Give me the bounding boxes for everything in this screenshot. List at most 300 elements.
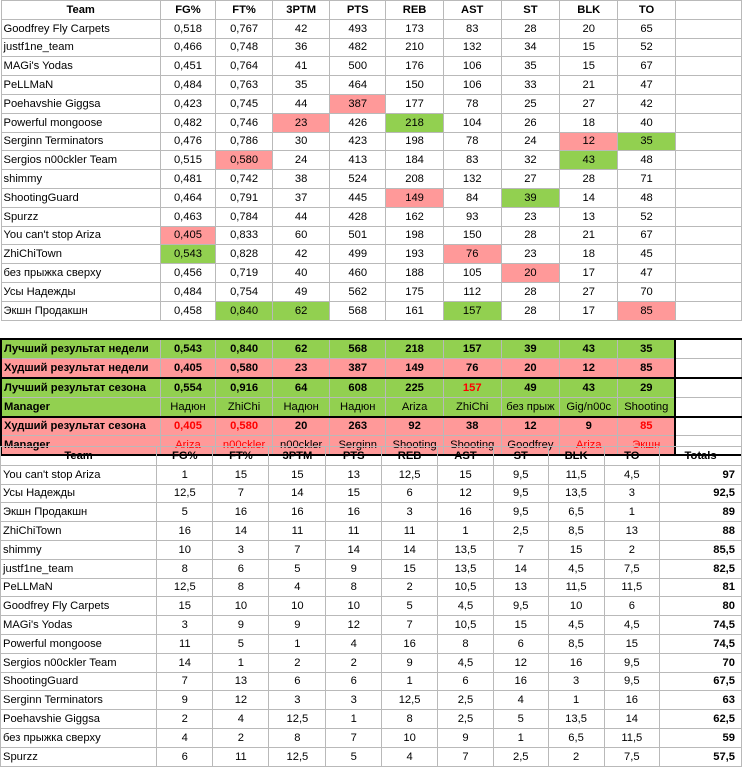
empty-cell [675,301,741,320]
rank-cell: 8 [382,710,438,729]
empty-cell [330,320,386,339]
stat-cell: 20 [501,264,560,283]
team-stats-row [1,188,742,207]
rank-cell: 7 [213,484,269,503]
team-stats-row [1,245,742,264]
rank-cell: 13 [213,672,269,691]
rank-cell: 11,5 [604,578,660,597]
rank-cell: 4 [493,691,548,710]
rank-cell: 16 [493,672,548,691]
team-name: You can't stop Ariza [1,465,157,484]
team-rank-row [1,616,742,635]
rank-cell: 5 [326,747,382,766]
team-name: без прыжка сверху [1,264,160,283]
stat-cell: 78 [443,94,501,113]
summary-value: Shooting [386,436,444,455]
rank-cell: 14 [326,540,382,559]
summary-value: Надюн [330,397,386,416]
rank-cell: 16 [382,634,438,653]
summary-value: 20 [501,359,560,378]
stat-cell: 44 [273,94,330,113]
stat-cell: 0,745 [216,94,273,113]
summary-label: Лучший результат сезона [1,378,160,397]
summary-label: Manager [1,436,160,455]
rank-cell: 4 [326,634,382,653]
empty-cell [675,1,741,20]
summary-value: Ariza [386,397,444,416]
rank-cell: 3 [157,616,213,635]
rank-header-row [1,447,742,466]
column-header: TO [604,447,660,466]
stat-cell: 184 [386,151,444,170]
rank-cell: 9 [382,653,438,672]
team-rank-row [1,672,742,691]
empty-cell [560,320,618,339]
stat-cell: 524 [330,170,386,189]
stat-cell: 0,482 [160,113,215,132]
summary-value: Serginn [330,436,386,455]
rank-cell: 11 [157,634,213,653]
rank-cell: 11,5 [604,728,660,747]
rank-cell: 14 [493,559,548,578]
team-name: ShootingGuard [1,672,157,691]
stat-cell: 20 [560,19,618,38]
summary-value: 43 [560,339,618,358]
rank-cell: 6 [382,484,438,503]
stat-cell: 21 [560,226,618,245]
summary-value: 38 [443,417,501,436]
rank-cell: 1 [548,691,604,710]
stat-cell: 105 [443,264,501,283]
rank-cell: 9,5 [493,484,548,503]
stat-cell: 0,423 [160,94,215,113]
rank-cell: 12 [326,616,382,635]
team-name: Serginn Terminators [1,691,157,710]
summary-value: 39 [501,339,560,358]
rank-cell: 15 [493,616,548,635]
stat-cell: 12 [560,132,618,151]
rank-cell: 9,5 [493,503,548,522]
total-cell: 57,5 [660,747,742,766]
rank-cell: 7,5 [604,747,660,766]
rank-cell: 2 [382,578,438,597]
empty-cell [675,282,741,301]
empty-cell [675,245,741,264]
column-header: FG% [160,1,215,20]
empty-cell [501,320,560,339]
stat-cell: 17 [560,264,618,283]
stat-cell: 27 [560,282,618,301]
team-stats-row [1,170,742,189]
team-stats-row [1,264,742,283]
rank-cell: 4 [213,710,269,729]
summary-value: 29 [618,378,676,397]
rank-cell: 2 [269,653,326,672]
rank-cell: 12 [438,484,494,503]
stat-cell: 0,764 [216,57,273,76]
summary-value: 64 [273,378,330,397]
rank-cell: 13 [326,465,382,484]
rank-cell: 2 [157,710,213,729]
stat-cell: 39 [501,188,560,207]
rank-cell: 3 [604,484,660,503]
team-name: Усы Надежды [1,282,160,301]
empty-cell [675,170,741,189]
rank-cell: 7 [493,540,548,559]
rank-cell: 2 [326,653,382,672]
stat-cell: 0,784 [216,207,273,226]
rank-cell: 4,5 [604,465,660,484]
total-cell: 62,5 [660,710,742,729]
stat-cell: 52 [618,207,676,226]
team-name: Powerful mongoose [1,634,157,653]
team-rank-row [1,747,742,766]
stat-cell: 387 [330,94,386,113]
team-name: shimmy [1,540,157,559]
team-stats-row [1,38,742,57]
stat-cell: 33 [501,76,560,95]
empty-cell [675,57,741,76]
team-rank-row [1,578,742,597]
rank-cell: 5 [157,503,213,522]
total-cell: 70 [660,653,742,672]
stat-cell: 0,791 [216,188,273,207]
team-rank-row [1,522,742,541]
stat-cell: 426 [330,113,386,132]
rank-cell: 3 [382,503,438,522]
team-stats-row [1,57,742,76]
team-name: PeLLMaN [1,578,157,597]
summary-value: 49 [501,378,560,397]
rank-cell: 10 [548,597,604,616]
stat-cell: 32 [501,151,560,170]
rank-cell: 3 [548,672,604,691]
summary-value: Goodfrey [501,436,560,455]
summary-value: 43 [560,378,618,397]
summary-value: 0,543 [160,339,215,358]
rank-cell: 1 [269,634,326,653]
rank-cell: 7 [382,616,438,635]
team-name: Poehavshie Giggsa [1,94,160,113]
team-name: Goodfrey Fly Carpets [1,19,160,38]
stat-cell: 14 [560,188,618,207]
summary-value: 85 [618,417,676,436]
stat-cell: 198 [386,132,444,151]
rank-cell: 8 [213,578,269,597]
summary-value: 225 [386,378,444,397]
team-name: Sergios n00ckler Team [1,653,157,672]
rank-cell: 6 [438,672,494,691]
stat-cell: 0,754 [216,282,273,301]
stat-cell: 132 [443,170,501,189]
stat-cell: 28 [501,19,560,38]
stat-cell: 198 [386,226,444,245]
total-cell: 97 [660,465,742,484]
rank-cell: 4,5 [604,616,660,635]
stat-cell: 17 [560,301,618,320]
stat-cell: 0,719 [216,264,273,283]
empty-cell [675,226,741,245]
team-name: MAGi's Yodas [1,57,160,76]
column-header: AST [443,1,501,20]
rank-cell: 13,5 [548,484,604,503]
stat-cell: 176 [386,57,444,76]
stat-cell: 413 [330,151,386,170]
rank-cell: 12,5 [157,578,213,597]
team-rank-row [1,503,742,522]
rank-cell: 10 [382,728,438,747]
summary-value: ZhiChi [443,397,501,416]
stat-cell: 428 [330,207,386,226]
team-stats-row [1,282,742,301]
team-stats-row [1,132,742,151]
rank-cell: 11 [326,522,382,541]
rank-cell: 9 [438,728,494,747]
stat-cell: 84 [443,188,501,207]
rank-cell: 13,5 [438,559,494,578]
team-name: Усы Надежды [1,484,157,503]
rank-cell: 10 [213,597,269,616]
rank-cell: 7 [326,728,382,747]
stat-cell: 177 [386,94,444,113]
rank-cell: 1 [493,728,548,747]
rank-cell: 14 [269,484,326,503]
rank-cell: 2,5 [438,691,494,710]
empty-cell [675,339,741,358]
stat-cell: 464 [330,76,386,95]
rank-cell: 12 [493,653,548,672]
team-stats-row [1,113,742,132]
empty-cell [675,264,741,283]
stat-cell: 0,746 [216,113,273,132]
rank-cell: 15 [157,597,213,616]
empty-cell [443,320,501,339]
column-header: FT% [216,1,273,20]
stat-cell: 65 [618,19,676,38]
column-header: AST [438,447,494,466]
rank-cell: 15 [438,465,494,484]
summary-value: 0,840 [216,339,273,358]
rank-cell: 5 [382,597,438,616]
stat-cell: 67 [618,226,676,245]
rank-cell: 2,5 [438,710,494,729]
stat-cell: 70 [618,282,676,301]
rank-cell: 2 [548,747,604,766]
stat-cell: 93 [443,207,501,226]
rank-cell: 9,5 [493,597,548,616]
blank-row [1,320,742,339]
stat-cell: 499 [330,245,386,264]
stat-cell: 47 [618,264,676,283]
rank-cell: 8 [157,559,213,578]
rank-cell: 11 [213,747,269,766]
rank-cell: 4 [382,747,438,766]
stat-cell: 0,828 [216,245,273,264]
rank-cell: 4,5 [548,616,604,635]
stat-cell: 161 [386,301,444,320]
rank-cell: 15 [326,484,382,503]
stat-cell: 104 [443,113,501,132]
stat-cell: 501 [330,226,386,245]
summary-value: 0,580 [216,417,273,436]
column-header: REB [382,447,438,466]
stat-cell: 26 [501,113,560,132]
rank-cell: 6 [269,672,326,691]
empty-cell [675,76,741,95]
stat-cell: 27 [560,94,618,113]
summary-row-worst_season [1,417,742,436]
summary-value: Ariza [160,436,215,455]
rank-cell: 9 [213,616,269,635]
rank-cell: 10 [157,540,213,559]
column-header: BLK [548,447,604,466]
summary-value: 92 [386,417,444,436]
rank-cell: 1 [382,672,438,691]
stat-cell: 423 [330,132,386,151]
column-header: ST [501,1,560,20]
stat-cell: 0,476 [160,132,215,151]
column-header: FT% [213,447,269,466]
team-name: Powerful mongoose [1,113,160,132]
rankings-table [0,446,742,767]
stat-cell: 0,405 [160,226,215,245]
rank-cell: 11 [382,522,438,541]
column-header: PTS [330,1,386,20]
summary-row-best_manager [1,397,742,416]
team-name: Poehavshie Giggsa [1,710,157,729]
team-name: ZhiChiTown [1,522,157,541]
stat-cell: 15 [560,57,618,76]
rank-cell: 14 [382,540,438,559]
column-header: PTS [326,447,382,466]
stat-cell: 28 [501,226,560,245]
rank-cell: 4,5 [438,597,494,616]
team-stats-row [1,301,742,320]
empty-cell [618,320,676,339]
rank-cell: 8,5 [548,634,604,653]
stat-cell: 0,763 [216,76,273,95]
rank-cell: 5 [269,559,326,578]
rank-cell: 9 [326,559,382,578]
team-name: Serginn Terminators [1,132,160,151]
stat-cell: 208 [386,170,444,189]
stat-cell: 78 [443,132,501,151]
summary-value: ZhiChi [216,397,273,416]
rank-cell: 2,5 [493,747,548,766]
stat-cell: 28 [501,301,560,320]
stat-cell: 28 [501,282,560,301]
stat-cell: 482 [330,38,386,57]
stat-cell: 210 [386,38,444,57]
team-name: Экшн Продакшн [1,301,160,320]
rank-cell: 14 [604,710,660,729]
stat-cell: 0,767 [216,19,273,38]
rank-cell: 11 [269,522,326,541]
stat-cell: 162 [386,207,444,226]
rank-cell: 6 [157,747,213,766]
stat-cell: 23 [501,245,560,264]
team-rank-row [1,465,742,484]
stat-cell: 173 [386,19,444,38]
stat-cell: 83 [443,19,501,38]
column-header: ST [493,447,548,466]
stat-cell: 71 [618,170,676,189]
empty-cell [675,38,741,57]
empty-cell [675,188,741,207]
total-cell: 88 [660,522,742,541]
stat-cell: 60 [273,226,330,245]
summary-value: 0,580 [216,359,273,378]
column-header: REB [386,1,444,20]
team-stats-row [1,94,742,113]
empty-cell [273,320,330,339]
team-rank-row [1,710,742,729]
summary-value: 149 [386,359,444,378]
stat-cell: 500 [330,57,386,76]
total-cell: 63 [660,691,742,710]
stat-cell: 42 [618,94,676,113]
stat-cell: 0,515 [160,151,215,170]
rank-cell: 16 [604,691,660,710]
summary-value: 157 [443,339,501,358]
stat-cell: 460 [330,264,386,283]
stat-cell: 35 [501,57,560,76]
rank-cell: 10,5 [438,616,494,635]
rank-cell: 8 [326,578,382,597]
summary-value: 85 [618,359,676,378]
team-name: ShootingGuard [1,188,160,207]
team-name: Spurzz [1,207,160,226]
rank-cell: 5 [493,710,548,729]
summary-value: n00ckler [216,436,273,455]
rank-cell: 3 [326,691,382,710]
summary-value: без прыж [501,397,560,416]
stat-cell: 18 [560,245,618,264]
stat-cell: 85 [618,301,676,320]
summary-value: 0,554 [160,378,215,397]
stat-cell: 34 [501,38,560,57]
stat-cell: 38 [273,170,330,189]
stat-cell: 175 [386,282,444,301]
stat-cell: 42 [273,19,330,38]
summary-value: 263 [330,417,386,436]
stat-cell: 0,456 [160,264,215,283]
rank-cell: 7 [269,540,326,559]
stat-cell: 0,451 [160,57,215,76]
rank-cell: 16 [548,653,604,672]
team-name: Spurzz [1,747,157,766]
summary-value: 23 [273,359,330,378]
empty-cell [675,19,741,38]
stat-cell: 45 [618,245,676,264]
empty-cell [675,207,741,226]
summary-value: Shooting [618,397,676,416]
total-cell: 92,5 [660,484,742,503]
stat-cell: 76 [443,245,501,264]
rank-cell: 9,5 [493,465,548,484]
rank-cell: 1 [213,653,269,672]
rank-cell: 13 [493,578,548,597]
summary-value: 62 [273,339,330,358]
summary-value: Ariza [560,436,618,455]
rank-cell: 14 [213,522,269,541]
total-cell: 67,5 [660,672,742,691]
team-rank-row [1,728,742,747]
team-stats-row [1,207,742,226]
total-cell: 74,5 [660,634,742,653]
stat-cell: 445 [330,188,386,207]
stat-cell: 40 [618,113,676,132]
